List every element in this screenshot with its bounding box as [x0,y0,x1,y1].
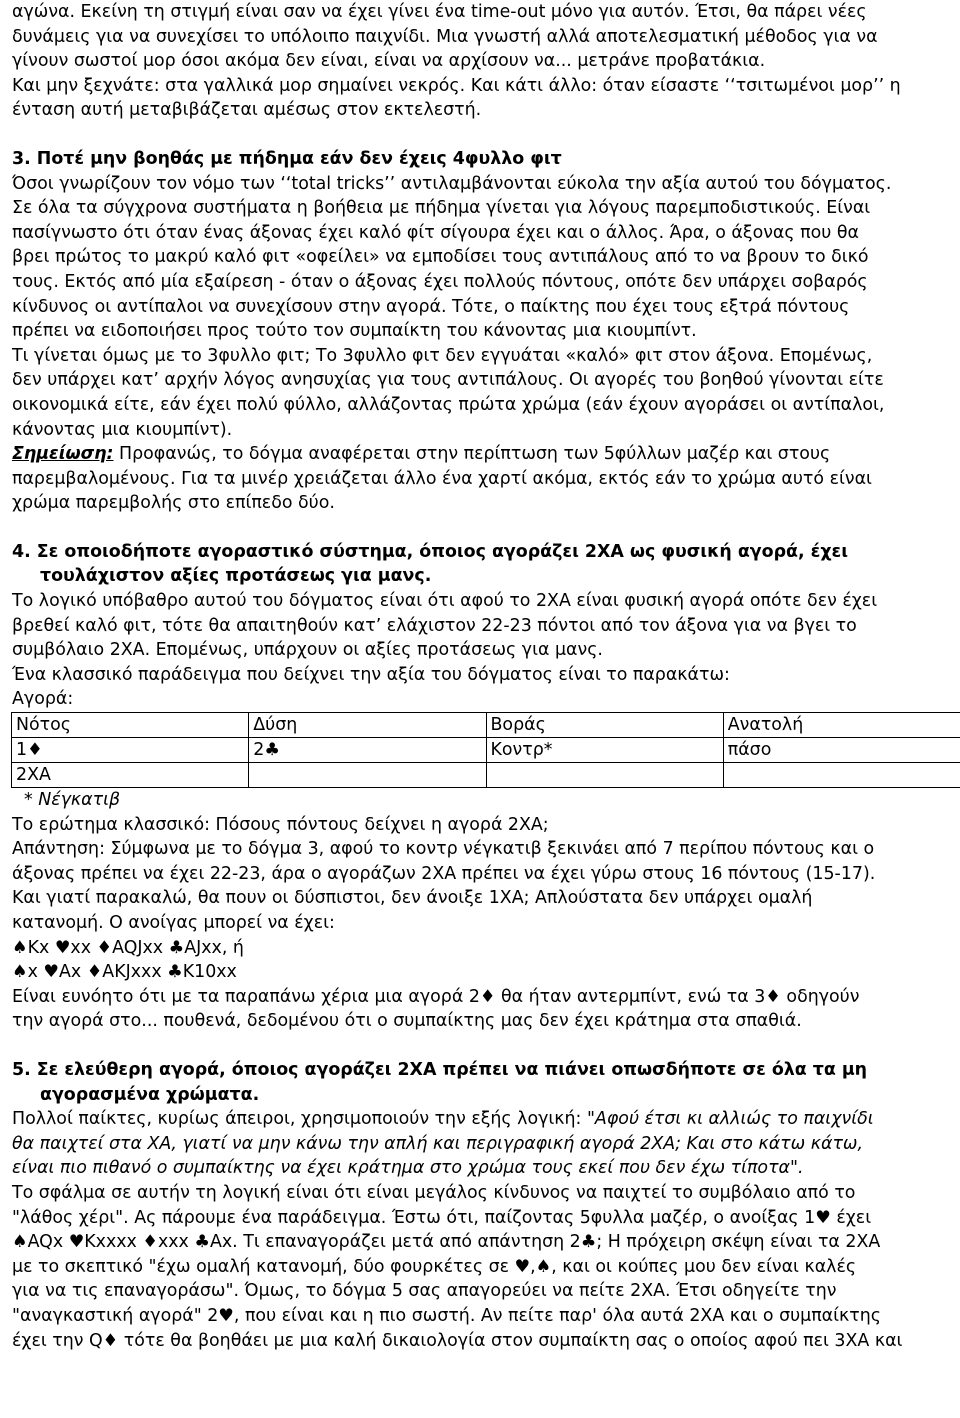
section-5 [12,1058,958,1353]
text-line: άξονας πρέπει να έχει 22-23, άρα ο αγοράζων 2ΧΑ πρέπει να έχει γύρω στους 16 πόντους (15-17). [12,863,876,884]
table-cell [249,763,486,788]
text-line: πρέπει να ειδοποιήσει προς τούτο τον συμπαίκτη του κάνοντας μια κιουμπίντ. [12,321,697,342]
text-line: ♠AQx ♥Kxxxx ♦xxx ♣Ax. Τι επαναγοράζει μετά από απάντηση 2♣; Η πρόχειρη σκέψη είναι τα 2ΧΑ [12,1232,881,1253]
table-cell: Δύση [249,713,486,738]
text-line: Τι γίνεται όμως με το 3φυλλο φιτ; Το 3φυλλο φιτ δεν εγγυάται «καλό» φιτ στον άξονα. Επομένως, [12,345,873,366]
table-row [12,738,960,763]
quote-line: θα παιχτεί στα ΧΑ, γιατί να μην κάνω την απλή και περιγραφική αγορά 2ΧΑ; Και στο κάτω κάτω, [12,1133,864,1154]
section-3 [12,147,958,516]
text-line: με το σκεπτικό "έχω ομαλή κατανομή, δύο φουρκέτες σε ♥,♠, και οι κούπες μου δεν είναι καλές [12,1256,857,1277]
section-4-heading-cont: τουλάχιστον αξίες προτάσεως για μανς. [40,566,432,587]
section-4 [12,540,958,1034]
text-line: ένταση αυτή μεταβιβάζεται αμέσως στον εκτελεστή. [12,100,482,121]
section-4-heading: 4. Σε οποιοδήποτε αγοραστικό σύστημα, όποιος αγοράζει 2ΧΑ ως φυσική αγορά, έχει [12,541,849,562]
text-line: την αγορά στο... πουθενά, δεδομένου ότι ο συμπαίκτης μας δεν έχει κράτημα στα σπαθιά. [12,1011,802,1032]
table-cell: 2ΧΑ [12,763,249,788]
section-5-heading: 5. Σε ελεύθερη αγορά, όποιος αγοράζει 2ΧΑ πρέπει να πιάνει οπωσδήποτε σε όλα τα μη [12,1059,868,1080]
table-header-row [12,713,960,738]
text-line: έχει την Q♦ τότε θα βοηθάει με μια καλή δικαιολογία στον συμπαίκτη σας ο οποίος αφού πει 3ΧΑ και [12,1330,903,1351]
note-line [12,442,958,467]
table-cell: 1♦ [12,738,249,763]
text-line: δεν υπάρχει κατ’ αρχήν λόγος ανησυχίας για τους αντιπάλους. Οι αγορές του βοηθού γίνονται είτε [12,370,884,391]
note-text: Προφανώς, το δόγμα αναφέρεται στην περίπτωση των 5φύλλων μαζέρ και στους [113,444,831,465]
text-line: τους. Εκτός από μία εξαίρεση - όταν ο άξονας έχει πολλούς πόντους, οπότε δεν υπάρχει σοβαρός [12,271,868,292]
text-line: "αναγκαστική αγορά" 2♥, που είναι και η πιο σωστή. Αν πείτε παρ' όλα αυτά 2ΧΑ και ο συμπαίκτης [12,1305,881,1326]
table-cell: Κοντρ* [486,738,723,763]
hand-line: ♠x ♥Ax ♦AKJxxx ♣K10xx [12,962,237,983]
text-line: Απάντηση: Σύμφωνα με το δόγμα 3, αφού το κοντρ νέγκατιβ ξεκινάει από 7 περίπου πόντους και ο [12,839,875,860]
text-line: Το λογικό υπόβαθρο αυτού του δόγματος είναι ότι αφού το 2ΧΑ είναι φυσική αγορά οπότε δεν έχει [12,591,878,612]
table-cell [723,763,960,788]
table-cell: Ανατολή [723,713,960,738]
text-line: Αγορά: [12,689,74,710]
text-line: κάνοντας μια κιουμπίντ). [12,419,233,440]
text-line: Είναι ευνόητο ότι με τα παραπάνω χέρια μια αγορά 2♦ θα ήταν αντερμπίντ, ενώ τα 3♦ οδηγούν [12,986,860,1007]
text-line: βρεθεί καλό φιτ, τότε θα απαιτηθούν κατ’ ελάχιστον 22-23 πόντοι από τον άξονα για να βγει το [12,615,857,636]
spacer [12,516,958,540]
text-line: Και μην ξεχνάτε: στα γαλλικά μορ σημαίνει νεκρός. Και κάτι άλλο: όταν είσαστε ‘‘τσιτωμένοι μορ’’ η [12,75,901,96]
text-line: "λάθος χέρι". Ας πάρουμε ένα παράδειγμα. Έστω ότι, παίζοντας 5φυλλα μαζέρ, ο ανοίξας 1♥ έχει [12,1207,872,1228]
text-line: οικονομικά είτε, εάν έχει πολύ φύλλο, αλλάζοντας πρώτα χρώμα (εάν έχουν αγοράσει οι αντίπαλοι, [12,394,885,415]
text-line: πασίγνωστο ότι όταν ένας άξονας έχει καλό φίτ σίγουρα έχει και ο άλλος. Άρα, ο άξονας που θα [12,222,859,243]
spacer [12,1034,958,1058]
text-line: δυνάμεις για να συνεχίσει το υπόλοιπο παιχνίδι. Μια γνωστή αλλά αποτελεσματική μέθοδος για να [12,26,878,47]
quote-line: είναι πιο πιθανό ο συμπαίκτης να έχει κράτημα στο χρώμα τους εκεί που δεν έχω τίποτα". [12,1158,804,1179]
text-line: Και γιατί παρακαλώ, θα πουν οι δύσπιστοι, δεν άνοιξε 1ΧΑ; Απλούστατα δεν υπάρχει ομαλή [12,888,813,909]
text-line: κατανομή. Ο ανοίγας μπορεί να έχει: [12,913,335,933]
section-5-heading-cont: αγορασμένα χρώματα. [40,1084,260,1105]
table-cell: Νότος [12,713,249,738]
text-line: παρεμβαλομένους. Για τα μινέρ χρειάζεται άλλο ένα χαρτί ακόμα, εκτός εάν το χρώμα αυτό είναι [12,468,872,489]
text-line: κίνδυνος οι αντίπαλοι να συνεχίσουν στην αγορά. Τότε, ο παίκτης που έχει τους εξτρά πόντους [12,296,850,317]
intro-paragraph [12,0,958,123]
note-label: Σημείωση: [12,444,114,465]
table-footnote: * Νέγκατιβ [24,790,121,811]
hand-line: ♠Κx ♥xx ♦AQJxx ♣AJxx, ή [12,937,244,958]
spacer [12,123,958,147]
text-line: για να τις επαναγοράσω". Όμως, το δόγμα 5 σας απαγορεύει να πείτε 2ΧΑ. Έτσι οδηγείτε την [12,1281,837,1302]
text-line: Το ερώτημα κλασσικό: Πόσους πόντους δείχνει η αγορά 2ΧΑ; [12,814,549,835]
table-cell [486,763,723,788]
table-cell: πάσο [723,738,960,763]
quote-run: "Αφού έτσι κι αλλιώς το παιχνίδι [586,1109,874,1130]
table-row [12,763,960,788]
text-line: Το σφάλμα σε αυτήν τη λογική είναι ότι είναι μεγάλος κίνδυνος να παιχτεί το συμβόλαιο από το [12,1182,856,1203]
text-line: συμβόλαιο 2ΧΑ. Επομένως, υπάρχουν οι αξίες προτάσεως για μανς. [12,640,603,661]
text-line: Ένα κλασσικό παράδειγμα που δείχνει την αξία του δόγματος είναι το παρακάτω: [12,664,730,685]
section-3-heading: 3. Ποτέ μην βοηθάς με πήδημα εάν δεν έχεις 4φυλλο φιτ [12,148,562,169]
text-line: Σε όλα τα σύγχρονα συστήματα η βοήθεια με πήδημα γίνεται για λόγους παρεμποδιστικούς. Είναι [12,198,871,219]
text-line [12,1107,958,1132]
bidding-table [11,712,960,788]
text-line: Όσοι γνωρίζουν τον νόμο των ‘‘total tricks’’ αντιλαμβάνονται εύκολα την αξία αυτού του δόγματος. [12,173,892,194]
text-line: αγώνα. Εκείνη τη στιγμή είναι σαν να έχει γίνει ένα time-out μόνο για αυτόν. Έτσι, θα πάρει νέες [12,2,867,22]
table-cell: Βοράς [486,713,723,738]
text-line: χρώμα παρεμβολής στο επίπεδο δύο. [12,493,335,514]
text-line: βρει πρώτος το μακρύ καλό φιτ «οφείλει» να εμποδίσει τους αντιπάλους από το να βρουν το δικό [12,247,869,268]
text-run: Πολλοί παίκτες, κυρίως άπειροι, χρησιμοποιούν την εξής λογική: [12,1109,587,1130]
table-cell: 2♣ [249,738,486,763]
text-line: γίνουν σωστοί μορ όσοι ακόμα δεν είναι, είναι να αρχίσουν να... μετράνε προβατάκια. [12,51,766,72]
